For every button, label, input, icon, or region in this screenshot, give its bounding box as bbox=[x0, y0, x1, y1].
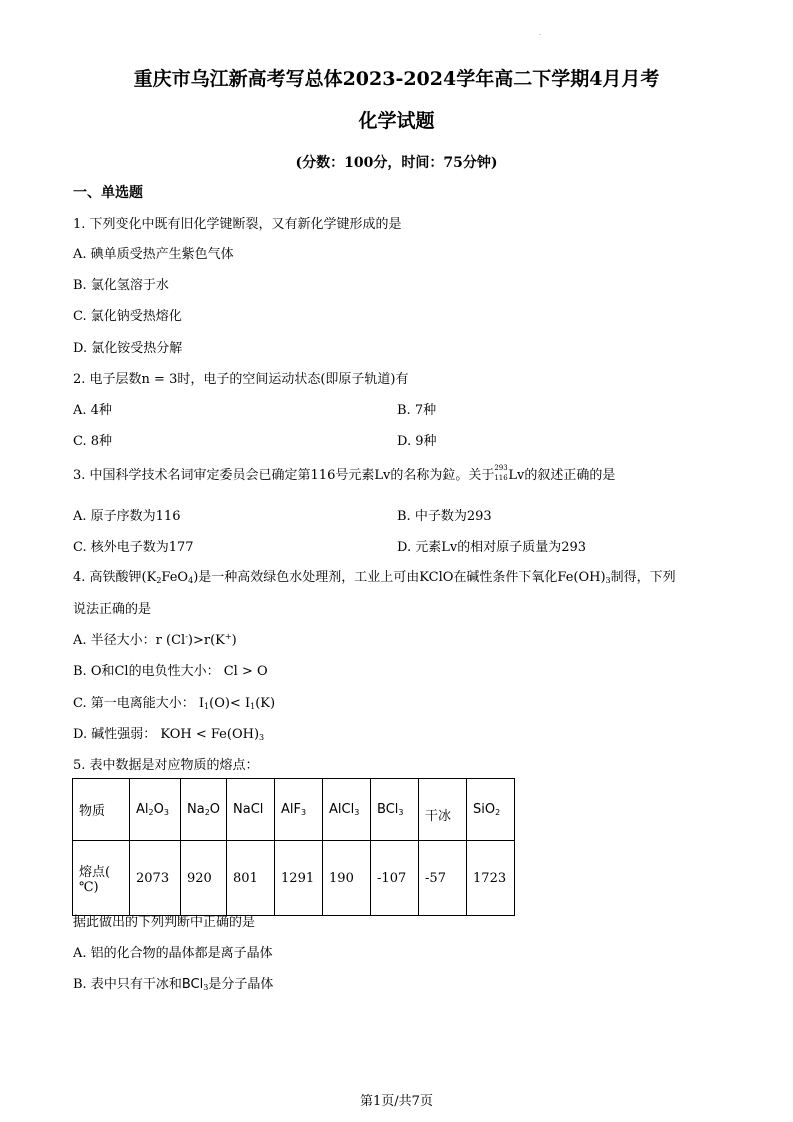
formula-part: O bbox=[209, 802, 221, 817]
question-3-option-c: C. 核外电子数为177 bbox=[73, 540, 194, 555]
question-3-stem-text-b: 的叙述正确的是 bbox=[524, 468, 616, 483]
atomic-number: 116 bbox=[494, 474, 508, 482]
exam-subject: 化学试题 bbox=[358, 110, 435, 132]
exam-title: 重庆市乌江新高考写总体2023-2024学年高二下学期4月月考 bbox=[133, 68, 660, 90]
q5b-formula: BCl bbox=[181, 977, 204, 992]
question-1-option-c: C. 氯化钠受热熔化 bbox=[73, 309, 182, 324]
table-cell-value: 1723 bbox=[467, 841, 515, 916]
formula-part: Na bbox=[187, 802, 205, 817]
header-text: 熔点( bbox=[79, 865, 111, 880]
formula-part: AlF bbox=[281, 802, 302, 817]
formula-part: O bbox=[153, 802, 164, 817]
question-4-stem-line2: 说法正确的是 bbox=[73, 602, 152, 617]
q4d-text: D. 碱性强弱： KOH < Fe(OH) bbox=[73, 727, 260, 742]
table-cell-value: 801 bbox=[227, 841, 275, 916]
q4a-text: )>r(K bbox=[187, 633, 225, 648]
question-1-stem: 1. 下列变化中既有旧化学键断裂，又有新化学键形成的是 bbox=[73, 217, 402, 232]
question-3-stem bbox=[73, 464, 615, 483]
table-cell-value: 2073 bbox=[130, 841, 181, 916]
table-cell-substance: 干冰 bbox=[419, 779, 467, 841]
formula-part: SiO bbox=[473, 802, 496, 817]
question-4-option-c bbox=[73, 692, 275, 711]
table-cell-value: -107 bbox=[371, 841, 419, 916]
question-1-option-d: D. 氯化铵受热分解 bbox=[73, 341, 183, 356]
table-cell-substance bbox=[275, 779, 323, 841]
table-header-substance: 物质 bbox=[73, 779, 130, 841]
q4d-sub: 3 bbox=[259, 733, 265, 742]
nuclide-notation bbox=[494, 464, 508, 483]
q4c-text: C. 第一电离能大小： I bbox=[73, 696, 205, 711]
q4a-sup: + bbox=[224, 632, 232, 641]
question-2-stem: 2. 电子层数n = 3时，电子的空间运动状态(即原子轨道)有 bbox=[73, 372, 409, 387]
q4c-sub: 1 bbox=[204, 702, 210, 711]
table-cell-substance: NaCl bbox=[227, 779, 275, 841]
table-cell-value: -57 bbox=[419, 841, 467, 916]
q5b-text: B. 表中只有干冰和 bbox=[73, 977, 182, 992]
question-2-option-d: D. 9种 bbox=[397, 434, 437, 449]
formula-part: Al bbox=[136, 802, 149, 817]
table-cell-substance bbox=[371, 779, 419, 841]
question-5-option-b bbox=[73, 973, 273, 992]
page-number: 第1页/共7页 bbox=[360, 1094, 433, 1109]
question-5-prompt: 据此做出的下列判断中正确的是 bbox=[73, 915, 256, 930]
table-header-melting-point bbox=[73, 841, 130, 916]
header-text: ℃) bbox=[79, 880, 99, 895]
question-4-option-d bbox=[73, 723, 264, 742]
q4-text: 制得，下列 bbox=[610, 570, 676, 585]
formula-sub: 2 bbox=[204, 808, 210, 817]
q4-text: FeO bbox=[161, 570, 189, 585]
melting-point-table bbox=[72, 778, 515, 916]
formula-part: BCl bbox=[377, 802, 399, 817]
question-1-option-b: B. 氯化氢溶于水 bbox=[73, 278, 169, 293]
table-cell-substance bbox=[181, 779, 227, 841]
question-3-stem-text-a: 3. 中国科学技术名词审定委员会已确定第116号元素Lv的名称为鉝。关于 bbox=[73, 468, 495, 483]
table-cell-value: 190 bbox=[323, 841, 371, 916]
q4c-sub: 1 bbox=[250, 702, 256, 711]
question-1-option-a: A. 碘单质受热产生紫色气体 bbox=[73, 247, 234, 262]
q4-sub: 4 bbox=[188, 576, 194, 585]
table-cell-substance bbox=[467, 779, 515, 841]
section-heading: 一、单选题 bbox=[73, 185, 143, 201]
q4a-text: ) bbox=[231, 633, 237, 648]
question-3-option-a: A. 原子序数为116 bbox=[73, 509, 181, 524]
question-4-stem-line1 bbox=[73, 566, 676, 585]
table-cell-substance bbox=[323, 779, 371, 841]
q4c-text: (O)< I bbox=[209, 696, 251, 711]
formula-part: AlCl bbox=[329, 802, 355, 817]
table-cell-substance bbox=[130, 779, 181, 841]
q4c-text: (K) bbox=[255, 696, 276, 711]
q4-text: 4. 高铁酸钾(K bbox=[73, 570, 157, 585]
question-4-option-b: B. O和Cl的电负性大小： Cl > O bbox=[73, 664, 268, 679]
question-4-option-a bbox=[73, 629, 237, 648]
question-3-option-d: D. 元素Lv的相对原子质量为293 bbox=[397, 540, 587, 555]
q4-text: )是一种高效绿色水处理剂，工业上可由KClO在碱性条件下氧化Fe(OH) bbox=[193, 570, 606, 585]
table-cell-value: 1291 bbox=[275, 841, 323, 916]
formula-sub: 3 bbox=[301, 808, 307, 817]
mass-number: 293 bbox=[494, 464, 508, 472]
q4-sub: 2 bbox=[156, 576, 162, 585]
question-2-option-c: C. 8种 bbox=[73, 434, 113, 449]
question-2-option-a: A. 4种 bbox=[73, 403, 112, 418]
formula-sub: 2 bbox=[495, 808, 501, 817]
question-2-option-b: B. 7种 bbox=[397, 403, 437, 418]
table-row-substance bbox=[73, 779, 515, 841]
q5b-sub: 3 bbox=[203, 983, 209, 992]
formula-sub: 3 bbox=[163, 808, 169, 817]
question-5-option-a: A. 铝的化合物的晶体都是离子晶体 bbox=[73, 946, 273, 961]
table-row-melting-point bbox=[73, 841, 515, 916]
formula-sub: 3 bbox=[354, 808, 360, 817]
q4a-text: A. 半径大小：r (Cl bbox=[73, 633, 186, 648]
q4-sub: 3 bbox=[605, 576, 611, 585]
q5b-text: 是分子晶体 bbox=[208, 977, 274, 992]
nuclide-symbol: Lv bbox=[508, 468, 525, 483]
table-cell-value: 920 bbox=[181, 841, 227, 916]
exam-info: (分数：100分，时间：75分钟) bbox=[295, 155, 498, 171]
stray-mark: . bbox=[539, 30, 541, 37]
formula-sub: 3 bbox=[398, 808, 404, 817]
q4a-sup: - bbox=[185, 632, 188, 641]
formula-sub: 2 bbox=[148, 808, 154, 817]
question-5-stem: 5. 表中数据是对应物质的熔点： bbox=[73, 758, 259, 773]
question-3-option-b: B. 中子数为293 bbox=[397, 509, 492, 524]
